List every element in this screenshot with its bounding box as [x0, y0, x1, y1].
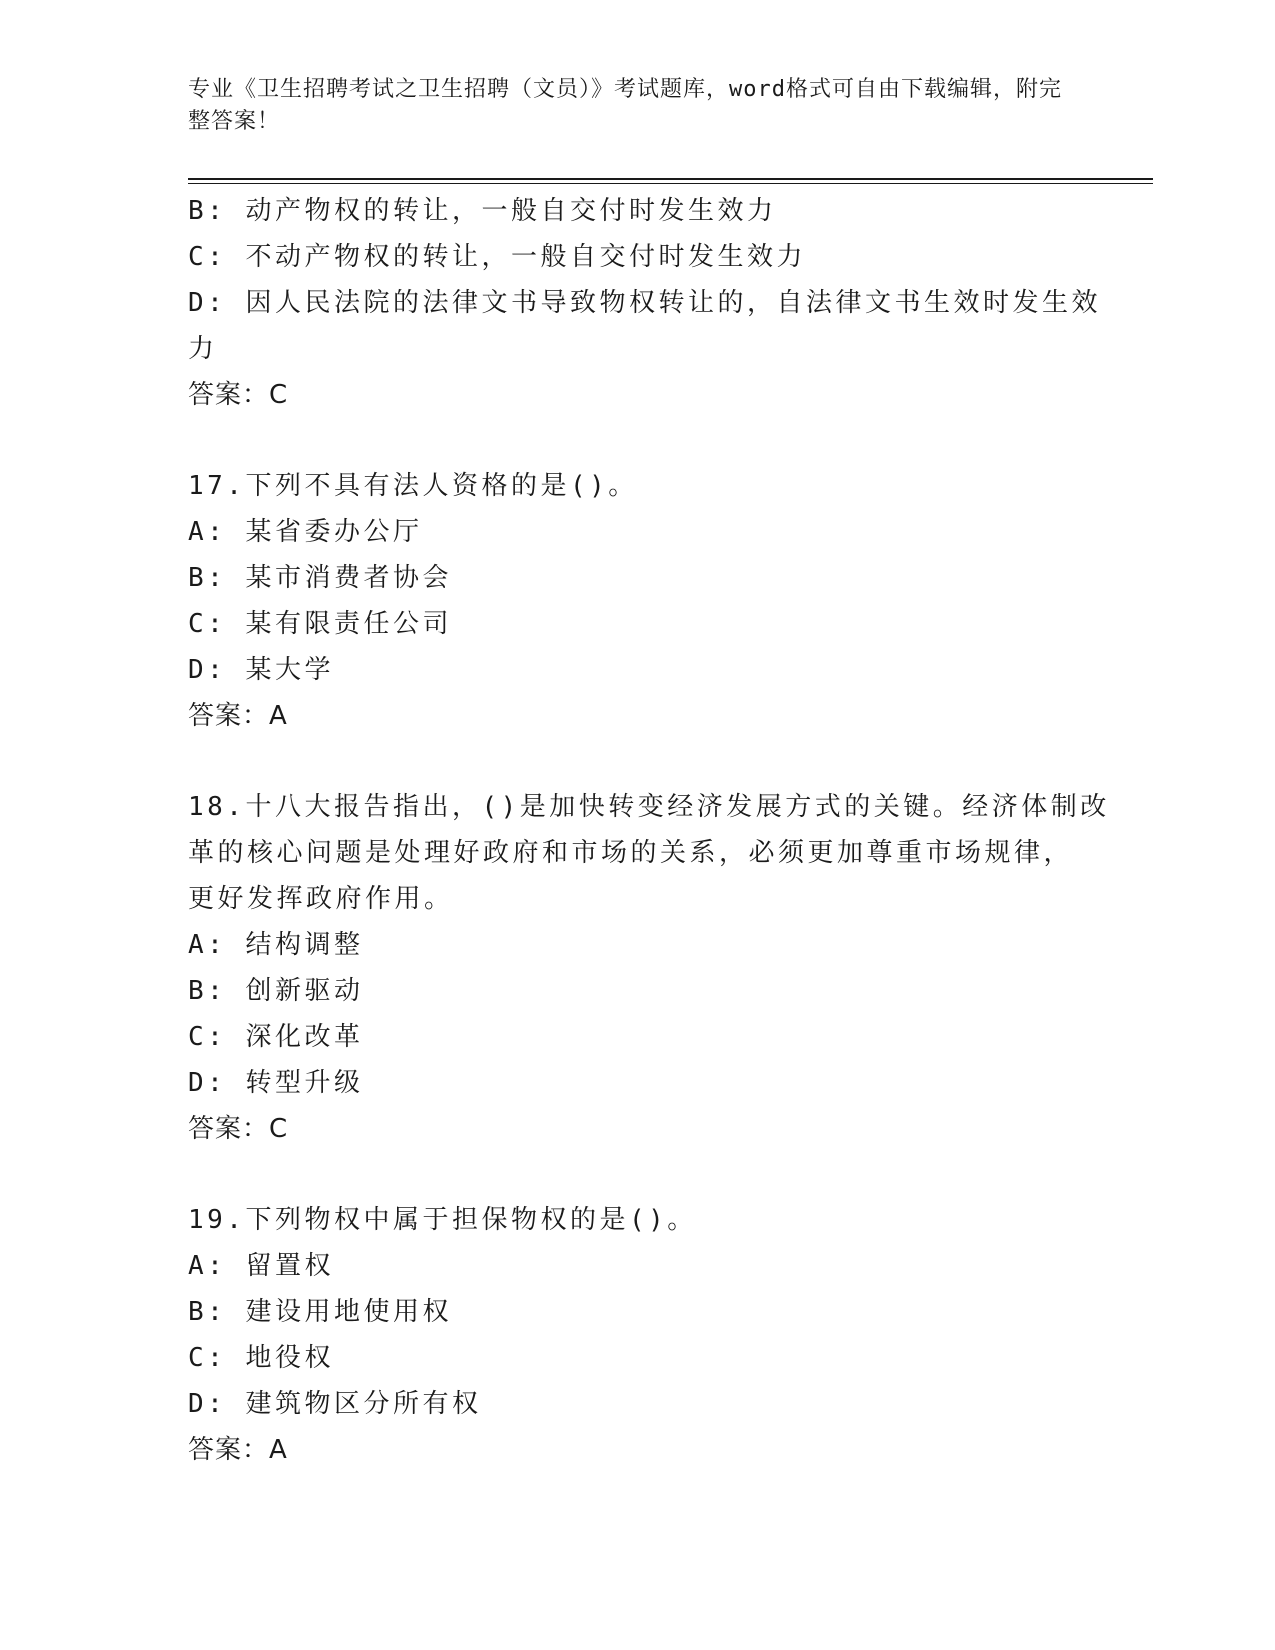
question-fragment	[188, 188, 1101, 418]
question-18	[188, 784, 1110, 1152]
option-b: B: 建设用地使用权	[188, 1297, 452, 1327]
option-d: D: 转型升级	[188, 1068, 364, 1098]
option-d: D: 建筑物区分所有权	[188, 1389, 482, 1419]
question-stem: 19.下列物权中属于担保物权的是()。	[188, 1205, 697, 1235]
question-stem: 17.下列不具有法人资格的是()。	[188, 471, 638, 501]
question-19	[188, 1197, 1088, 1473]
option-line: D: 因人民法院的法律文书导致物权转让的，自法律文书生效时发生效	[188, 288, 1101, 318]
header-divider-thin	[188, 183, 1153, 184]
page-header: 专业《卫生招聘考试之卫生招聘（文员）》考试题库，word格式可自由下载编辑，附完整答案！	[188, 77, 1062, 134]
header-divider	[188, 178, 1153, 180]
option-a: A: 结构调整	[188, 930, 364, 960]
option-line-continued: 力	[188, 334, 218, 364]
question-stem: 革的核心问题是处理好政府和市场的关系，必须更加尊重市场规律，	[188, 838, 1074, 868]
question-stem: 18.十八大报告指出，()是加快转变经济发展方式的关键。经济体制改	[188, 792, 1110, 822]
question-stem: 更好发挥政府作用。	[188, 884, 454, 914]
answer-line: 答案：A	[188, 1435, 288, 1465]
question-17	[188, 463, 1088, 739]
option-d: D: 某大学	[188, 655, 334, 685]
answer-line: 答案：C	[188, 1114, 289, 1144]
option-line: B: 动产物权的转让，一般自交付时发生效力	[188, 196, 777, 226]
answer-line: 答案：A	[188, 701, 288, 731]
option-b: B: 创新驱动	[188, 976, 364, 1006]
option-c: C: 深化改革	[188, 1022, 364, 1052]
option-c: C: 地役权	[188, 1343, 334, 1373]
option-line: C: 不动产物权的转让，一般自交付时发生效力	[188, 242, 806, 272]
question-list	[188, 188, 1110, 1473]
answer-line: 答案：C	[188, 380, 289, 410]
option-a: A: 留置权	[188, 1251, 334, 1281]
option-c: C: 某有限责任公司	[188, 609, 452, 639]
option-a: A: 某省委办公厅	[188, 517, 423, 547]
option-b: B: 某市消费者协会	[188, 563, 452, 593]
